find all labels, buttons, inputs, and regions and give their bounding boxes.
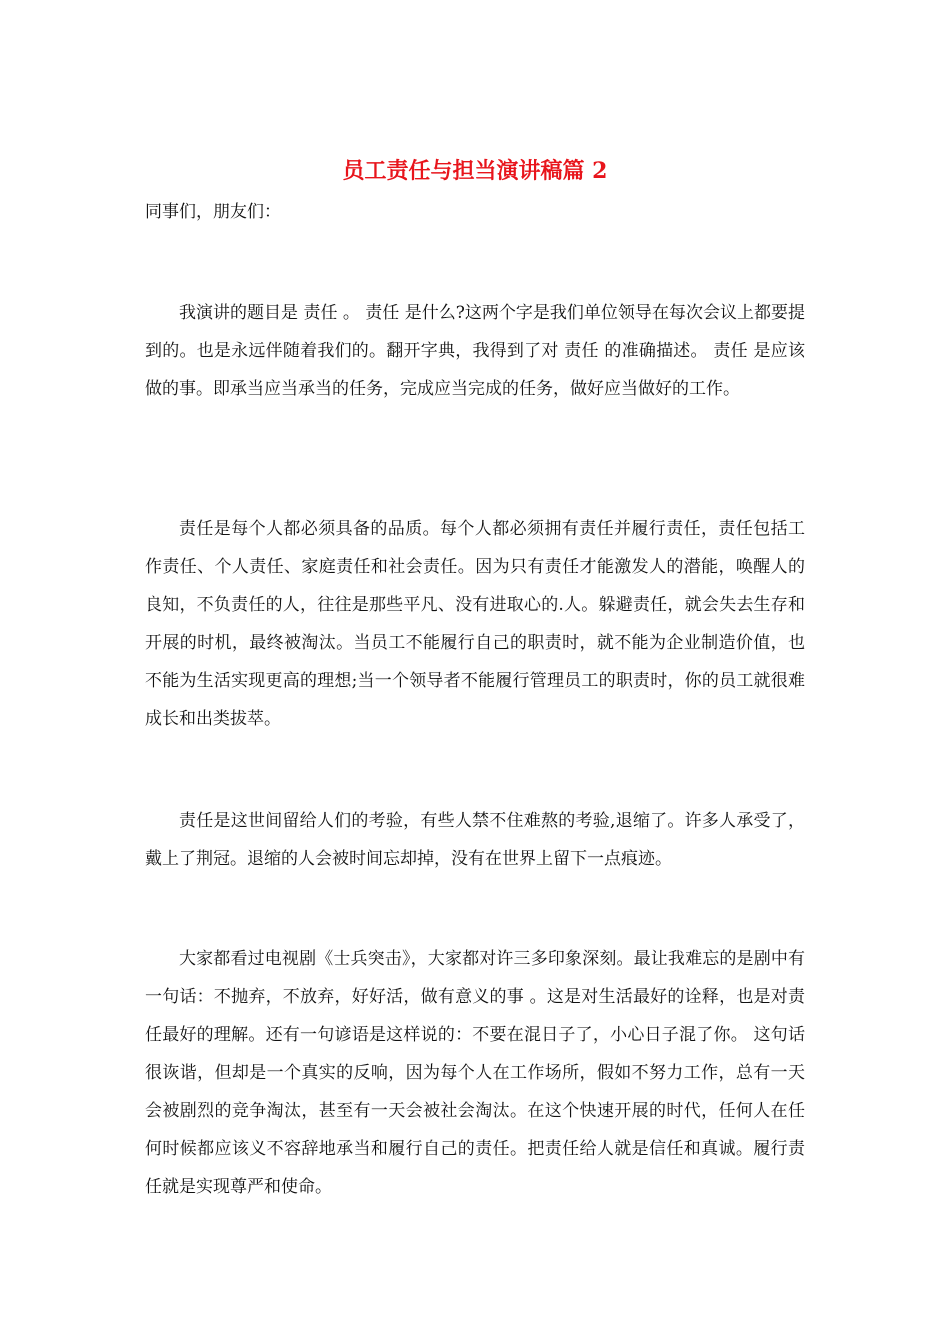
paragraph-2: 责任是每个人都必须具备的品质。每个人都必须拥有责任并履行责任，责任包括工作责任、个人责任、家庭责任和社会责任。因为只有责任才能激发人的潜能，唤醒人的良知，不负责任的人，往往是那些平凡、没有进取心的.人。躲避责任，就会失去生存和开展的时机，最终被淘汰。当员工不能履行自己的职责时，就不能为企业制造价值，也不能为生活实现更高的理想;当一个领导者不能履行管理员工的职责时，你的员工就很难成长和出类拔萃。 — [145, 519, 805, 729]
greeting-line: 同事们，朋友们： — [145, 202, 281, 222]
paragraph-3: 责任是这世间留给人们的考验，有些人禁不住难熬的考验,退缩了。许多人承受了，戴上了荆冠。退缩的人会被时间忘却掉，没有在世界上留下一点痕迹。 — [145, 811, 805, 869]
paragraph-1: 我演讲的题目是 责任 。 责任 是什么?这两个字是我们单位领导在每次会议上都要提到的。也是永远伴随着我们的。翻开字典，我得到了对 责任 的准确描述。 责任 是应该做的事。即承当应当承当的任务，完成应当完成的任务，做好应当做好的工作。 — [145, 303, 805, 399]
document-title: 员工责任与担当演讲稿篇 2 — [342, 158, 608, 184]
paragraph-4: 大家都看过电视剧《士兵突击》，大家都对许三多印象深刻。最让我难忘的是剧中有一句话：不抛弃，不放弃，好好活，做有意义的事 。这是对生活最好的诠释，也是对责任最好的理解。还有一句谚语是这样说的：不要在混日子了，小心日子混了你。 这句话很诙谐，但却是一个真实的反响，因为每个人在工作场所，假如不努力工作，总有一天会被剧烈的竞争淘汰，甚至有一天会被社会淘汰。在这个快速开展的时代，任何人在任何时候都应该义不容辞地承当和履行自己的责任。把责任给人就是信任和真诚。履行责任就是实现尊严和使命。 — [145, 949, 805, 1197]
